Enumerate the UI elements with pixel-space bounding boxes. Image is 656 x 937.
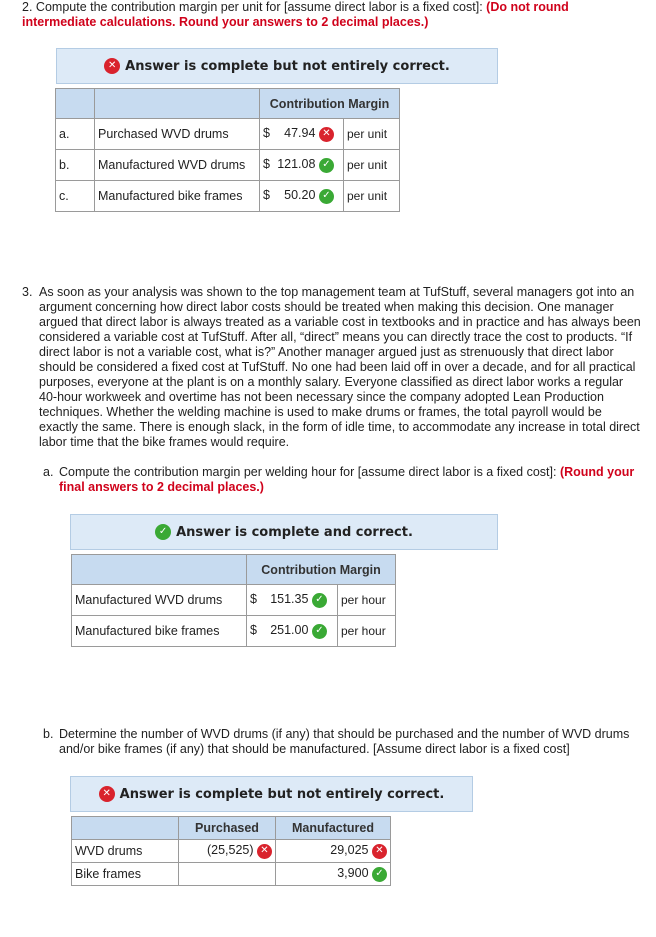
feedback-text: Answer is complete and correct.: [176, 524, 413, 540]
question-number: 3.: [22, 285, 33, 299]
row-label: Manufactured WVD drums: [72, 585, 247, 616]
table-row: [72, 863, 391, 886]
unit-label: per unit: [344, 150, 400, 181]
incorrect-icon: ✕: [372, 844, 387, 859]
column-header: Contribution Margin: [260, 89, 400, 119]
column-header-purchased: Purchased: [179, 817, 276, 840]
answer-value: 3,900: [337, 866, 369, 881]
answer-cell-purchased[interactable]: [179, 863, 276, 886]
part-prompt: [59, 465, 643, 495]
question-number: 2.: [22, 0, 33, 14]
correct-icon: ✓: [319, 158, 334, 173]
row-label: Bike frames: [72, 863, 179, 886]
row-label: Manufactured WVD drums: [95, 150, 260, 181]
question-text: As soon as your analysis was shown to the top management team at TufStuff, several managers got into an argument concerning how direct labor costs should be treated when making this decision. One manager argued that direct labor is always treated as a variable cost in textbooks and in practice and has always been considered a variable cost at TufStuff. After all, “direct” means you can directly trace the cost to products. “If direct labor is not a variable cost, what is?” Another manager argued just as strenuously that direct labor should be considered a fixed cost at TufStuff. No one had been laid off in over a decade, and for all practical purposes, everyone at the plant is on a monthly salary. Everyone classified as direct labor works a regular 40-hour workweek and overtime has not been necessary since the company adopted Lean Production techniques. Whether the welding machine is used to make drums or frames, the total payroll would be exactly the same. There is enough slack, in the form of idle time, to accommodate any increase in total direct labor time that the bike frames would require.: [39, 285, 641, 449]
part-letter: b.: [43, 727, 54, 741]
correct-icon: ✓: [372, 867, 387, 882]
incorrect-icon: ✕: [99, 786, 115, 802]
answer-cell[interactable]: [260, 181, 344, 212]
incorrect-icon: ✕: [319, 127, 334, 142]
question-text: Compute the contribution margin per unit for [assume direct labor is a fixed cost]:: [35, 0, 483, 14]
currency-symbol: $: [263, 188, 270, 203]
currency-symbol: $: [263, 126, 270, 141]
feedback-text: Answer is complete but not entirely correct.: [119, 786, 445, 802]
table-row: [72, 616, 396, 647]
answer-cell-manufactured[interactable]: [276, 840, 391, 863]
table-row: [72, 840, 391, 863]
column-header: Contribution Margin: [247, 555, 396, 585]
row-letter: c.: [56, 181, 95, 212]
currency-symbol: $: [263, 157, 270, 172]
column-header-manufactured: Manufactured: [276, 817, 391, 840]
row-label: Manufactured bike frames: [72, 616, 247, 647]
feedback-banner: [70, 514, 498, 550]
header-blank: [56, 89, 95, 119]
feedback-banner: [70, 776, 473, 812]
question-3: [22, 285, 644, 450]
question-3a: [43, 465, 643, 495]
answer-cell-purchased[interactable]: [179, 840, 276, 863]
header-blank: [72, 817, 179, 840]
answer-value: 29,025: [330, 843, 369, 858]
answer-cell[interactable]: [247, 616, 338, 647]
contribution-margin-per-hour-table: [71, 554, 396, 647]
correct-icon: ✓: [319, 189, 334, 204]
answer-cell[interactable]: [260, 119, 344, 150]
row-label: Manufactured bike frames: [95, 181, 260, 212]
question-text: Determine the number of WVD drums (if any) that should be purchased and the number of WVD drums and/or bike frames (if any) that should be manufactured. [Assume direct labor is a fixed cost]: [59, 727, 630, 756]
table-row: [72, 585, 396, 616]
answer-value: 151.35: [270, 592, 309, 607]
table-row: [56, 150, 400, 181]
incorrect-icon: ✕: [257, 844, 272, 859]
answer-cell[interactable]: [247, 585, 338, 616]
table-row: [56, 119, 400, 150]
unit-label: per hour: [338, 585, 396, 616]
question-instruction: (Round your final answers to 2 decimal places.): [59, 465, 635, 494]
answer-value: 47.94: [284, 126, 316, 141]
incorrect-icon: ✕: [104, 58, 120, 74]
answer-value: (25,525): [206, 843, 254, 858]
answer-value: 121.08: [277, 157, 316, 172]
unit-label: per unit: [344, 181, 400, 212]
answer-cell-manufactured[interactable]: [276, 863, 391, 886]
question-3b: [43, 727, 643, 757]
answer-value: 251.00: [270, 623, 309, 638]
row-label: Purchased WVD drums: [95, 119, 260, 150]
feedback-banner: [56, 48, 498, 84]
answer-value: 50.20: [284, 188, 316, 203]
correct-icon: ✓: [312, 593, 327, 608]
question-text: Compute the contribution margin per welding hour for [assume direct labor is a fixed cost]:: [59, 465, 557, 479]
correct-icon: ✓: [155, 524, 171, 540]
table-row: [56, 181, 400, 212]
feedback-text: Answer is complete but not entirely correct.: [125, 58, 450, 74]
purchase-manufacture-table: [71, 816, 391, 886]
unit-label: per unit: [344, 119, 400, 150]
header-blank: [72, 555, 247, 585]
correct-icon: ✓: [312, 624, 327, 639]
row-label: WVD drums: [72, 840, 179, 863]
contribution-margin-per-unit-table: [55, 88, 400, 212]
unit-label: per hour: [338, 616, 396, 647]
row-letter: b.: [56, 150, 95, 181]
currency-symbol: $: [250, 592, 257, 607]
currency-symbol: $: [250, 623, 257, 638]
header-blank: [95, 89, 260, 119]
row-letter: a.: [56, 119, 95, 150]
question-2: [22, 0, 642, 30]
answer-cell[interactable]: [260, 150, 344, 181]
question-instruction: (Do not round intermediate calculations. Round your answers to 2 decimal places.): [22, 0, 569, 29]
part-letter: a.: [43, 465, 54, 479]
